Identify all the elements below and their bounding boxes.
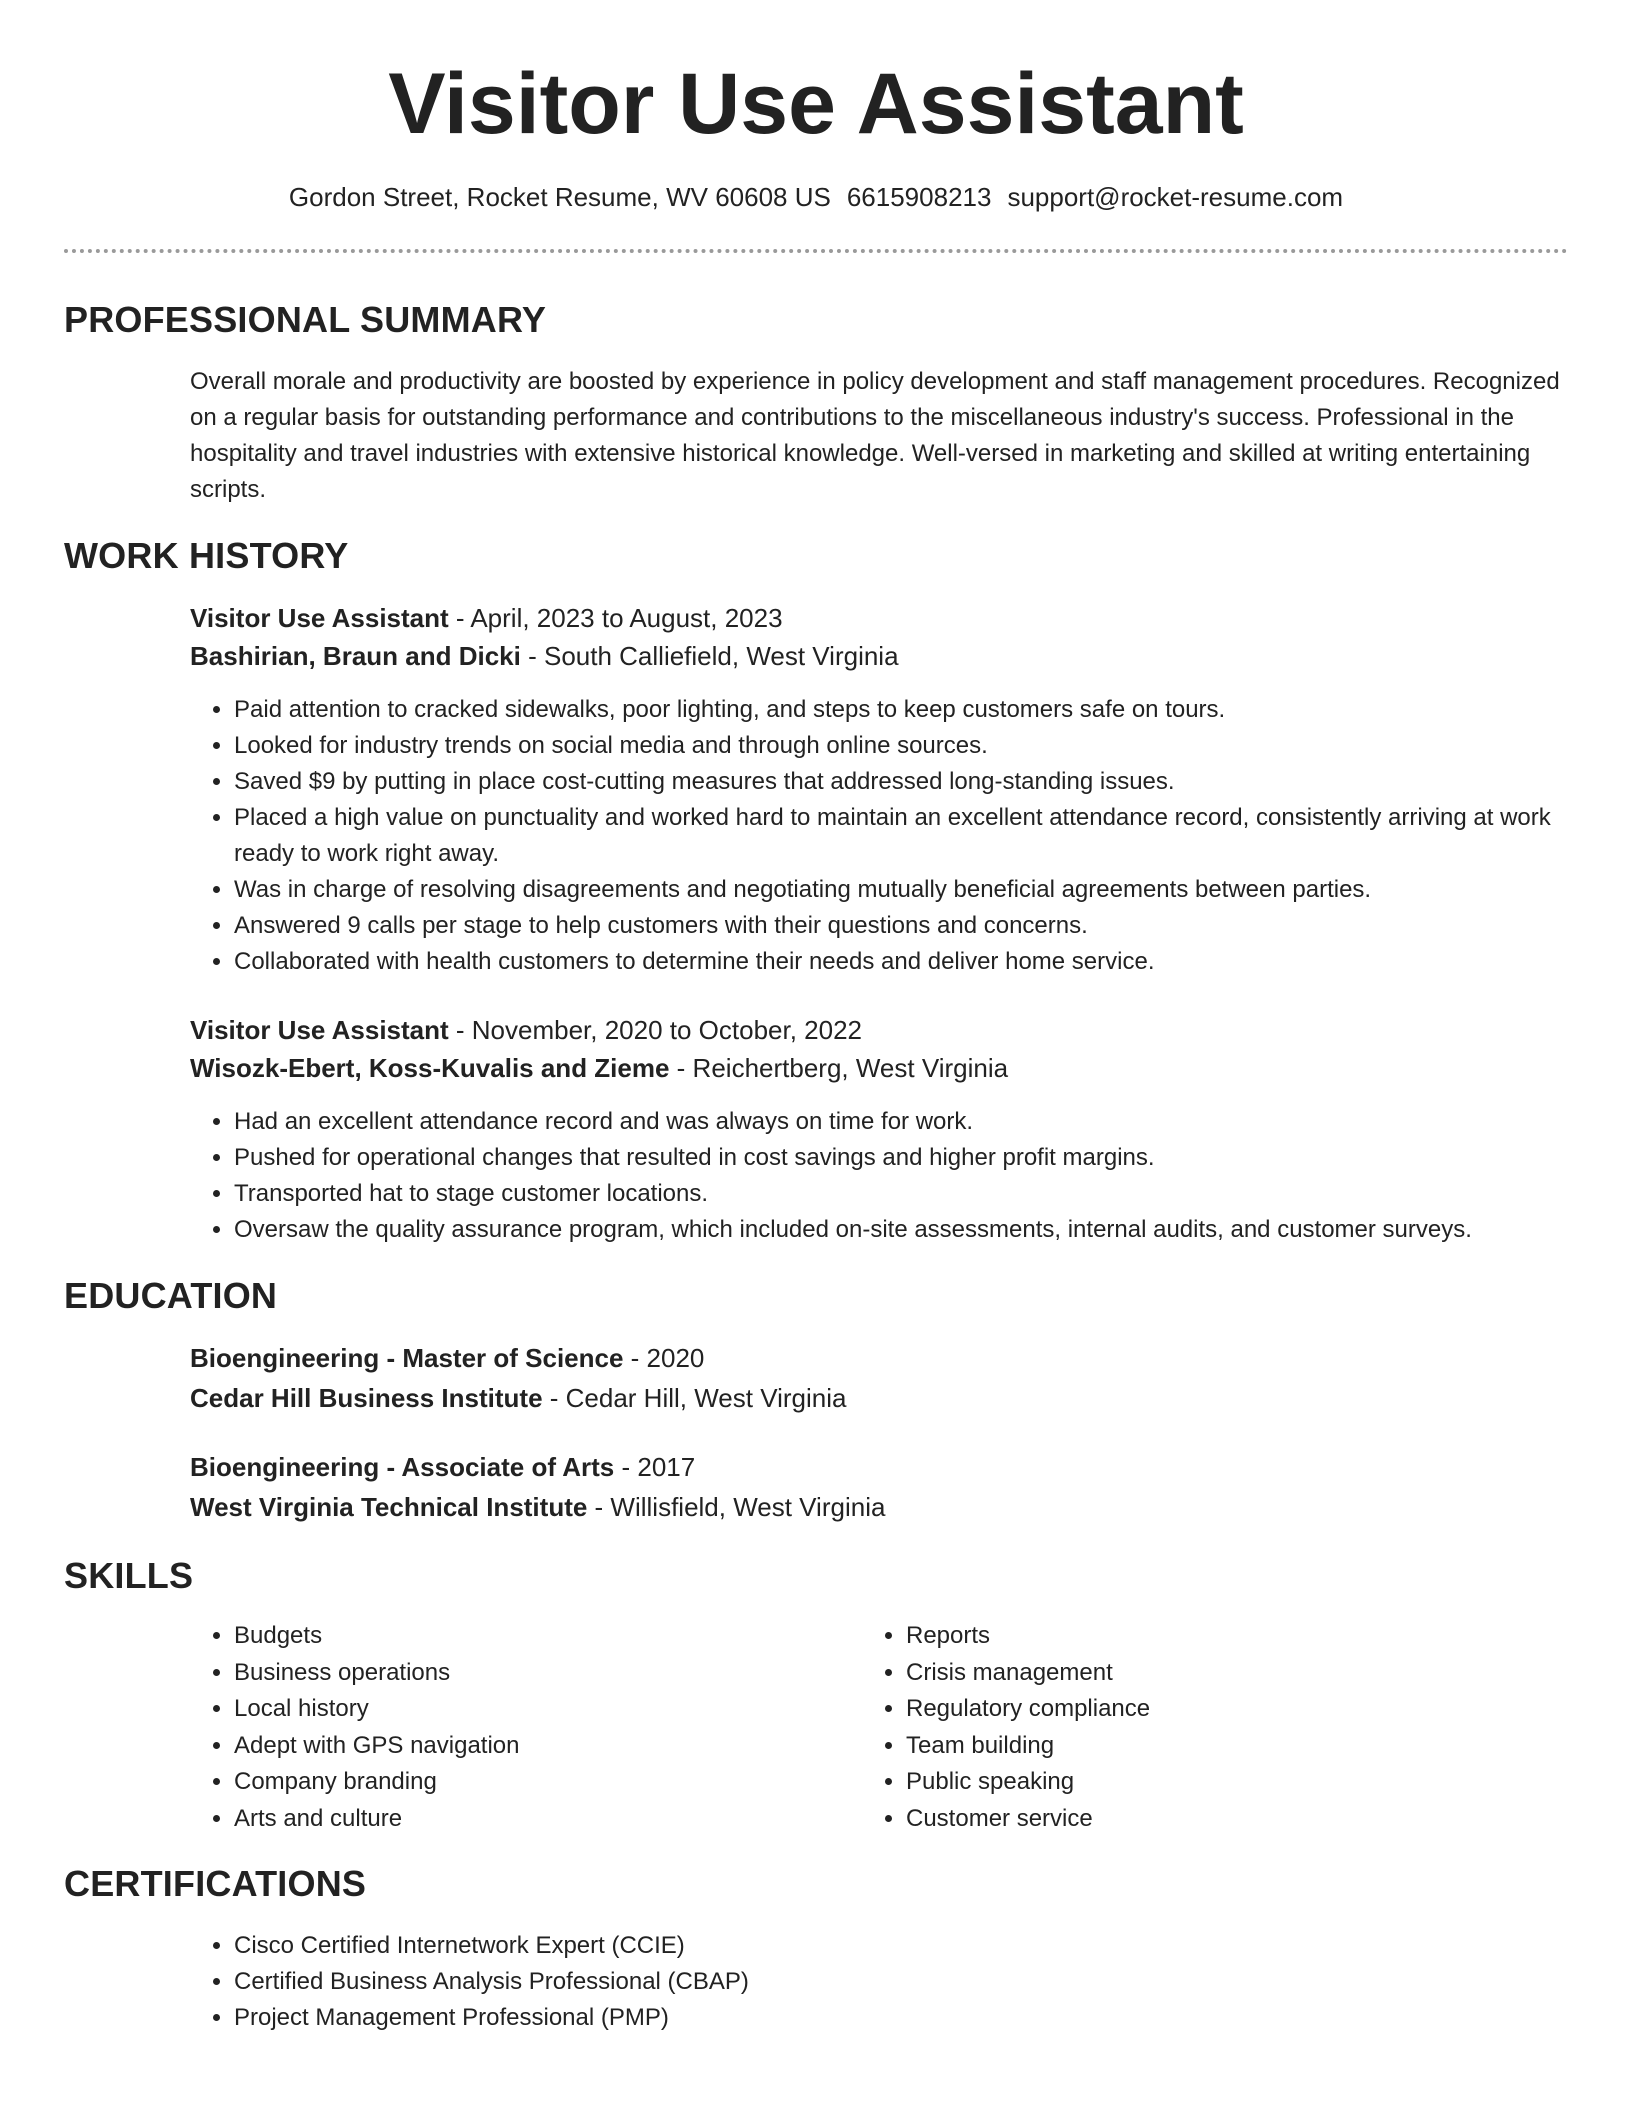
education-2-location: - Willisfield, West Virginia [587, 1492, 886, 1522]
job-2-dates: - November, 2020 to October, 2022 [448, 1015, 863, 1045]
skills-heading: SKILLS [64, 1555, 194, 1596]
education-2-school-line [190, 1489, 885, 1525]
list-item: • Adept with GPS navigation [234, 1728, 874, 1765]
list-item: • Customer service [906, 1801, 1546, 1838]
list-item: • Team building [906, 1728, 1546, 1765]
list-item: • Arts and culture [234, 1801, 874, 1838]
list-item: • Transported hat to stage customer locations. [234, 1176, 1568, 1212]
education-1-degree-line [190, 1340, 704, 1376]
education-1-degree: Bioengineering - Master of Science [190, 1343, 624, 1373]
job-1-location: - South Calliefield, West Virginia [520, 641, 899, 671]
contact-address: Gordon Street, Rocket Resume, WV 60608 US [288, 182, 831, 212]
summary-heading: PROFESSIONAL SUMMARY [64, 299, 547, 340]
education-2-school: West Virginia Technical Institute [190, 1492, 588, 1522]
candidate-name: Visitor Use Assistant [388, 56, 1244, 152]
list-item: • Cisco Certified Internetwork Expert (CCIE) [234, 1928, 1568, 1964]
education-heading: EDUCATION [64, 1275, 278, 1316]
education-1-year: - 2020 [623, 1343, 705, 1373]
skills-list-left [190, 1618, 874, 1838]
list-item: • Certified Business Analysis Professional (CBAP) [234, 1964, 1568, 2000]
list-item: • Oversaw the quality assurance program, which included on-site assessments, internal audits, and customer surveys. [234, 1212, 1568, 1248]
education-2-degree-line [190, 1449, 695, 1485]
education-2-degree: Bioengineering - Associate of Arts [190, 1452, 615, 1482]
job-2-company-line [190, 1050, 1008, 1086]
job-1-dates: - April, 2023 to August, 2023 [448, 603, 783, 633]
job-1-company-line [190, 638, 899, 674]
certifications-list [190, 1928, 1568, 2036]
work-history-heading: WORK HISTORY [64, 535, 349, 576]
education-1-school-line [190, 1380, 846, 1416]
list-item: • Reports [906, 1618, 1546, 1655]
list-item: • Saved $9 by putting in place cost-cutting measures that addressed long-standing issues. [234, 764, 1568, 800]
job-2-bullets [190, 1104, 1568, 1248]
job-2-role: Visitor Use Assistant [190, 1015, 449, 1045]
list-item: • Was in charge of resolving disagreements and negotiating mutually beneficial agreements between parties. [234, 872, 1568, 908]
education-1-school: Cedar Hill Business Institute [190, 1383, 543, 1413]
list-item: • Business operations [234, 1655, 874, 1692]
skills-list-right [862, 1618, 1546, 1838]
education-1-location: - Cedar Hill, West Virginia [542, 1383, 847, 1413]
job-2-company: Wisozk-Ebert, Koss-Kuvalis and Zieme [190, 1053, 670, 1083]
list-item: • Local history [234, 1691, 874, 1728]
list-item: • Regulatory compliance [906, 1691, 1546, 1728]
list-item: • Public speaking [906, 1764, 1546, 1801]
list-item: • Answered 9 calls per stage to help customers with their questions and concerns. [234, 908, 1568, 944]
job-2-title-line [190, 1012, 862, 1048]
list-item: • Company branding [234, 1764, 874, 1801]
list-item: • Project Management Professional (PMP) [234, 2000, 1568, 2036]
contact-email: support@rocket-resume.com [1007, 182, 1344, 212]
job-1-company: Bashirian, Braun and Dicki [190, 641, 521, 671]
list-item: • Budgets [234, 1618, 874, 1655]
list-item: • Paid attention to cracked sidewalks, poor lighting, and steps to keep customers safe on tours. [234, 692, 1568, 728]
contact-phone: 6615908213 [846, 182, 992, 212]
list-item: • Crisis management [906, 1655, 1546, 1692]
list-item: • Collaborated with health customers to determine their needs and deliver home service. [234, 944, 1568, 980]
summary-text: Overall morale and productivity are boosted by experience in policy development and staff management procedures. Recognized on a regular basis for outstanding performance and contributions to the miscellaneous industry's success. Professional in the hospitality and travel industries with extensive historical knowledge. Well-versed in marketing and skilled at writing entertaining scripts. [190, 368, 1560, 503]
job-1-title-line [190, 600, 783, 636]
certifications-heading: CERTIFICATIONS [64, 1863, 367, 1904]
list-item: • Placed a high value on punctuality and worked hard to maintain an excellent attendance record, consistently arriving at work ready to work right away. [234, 800, 1568, 872]
list-item: • Looked for industry trends on social media and through online sources. [234, 728, 1568, 764]
header-divider [64, 249, 1568, 253]
education-2-year: - 2017 [614, 1452, 696, 1482]
job-1-role: Visitor Use Assistant [190, 603, 449, 633]
list-item: • Had an excellent attendance record and was always on time for work. [234, 1104, 1568, 1140]
list-item: • Pushed for operational changes that resulted in cost savings and higher profit margins. [234, 1140, 1568, 1176]
contact-line [0, 180, 1632, 214]
job-2-location: - Reichertberg, West Virginia [669, 1053, 1009, 1083]
job-1-bullets [190, 692, 1568, 980]
